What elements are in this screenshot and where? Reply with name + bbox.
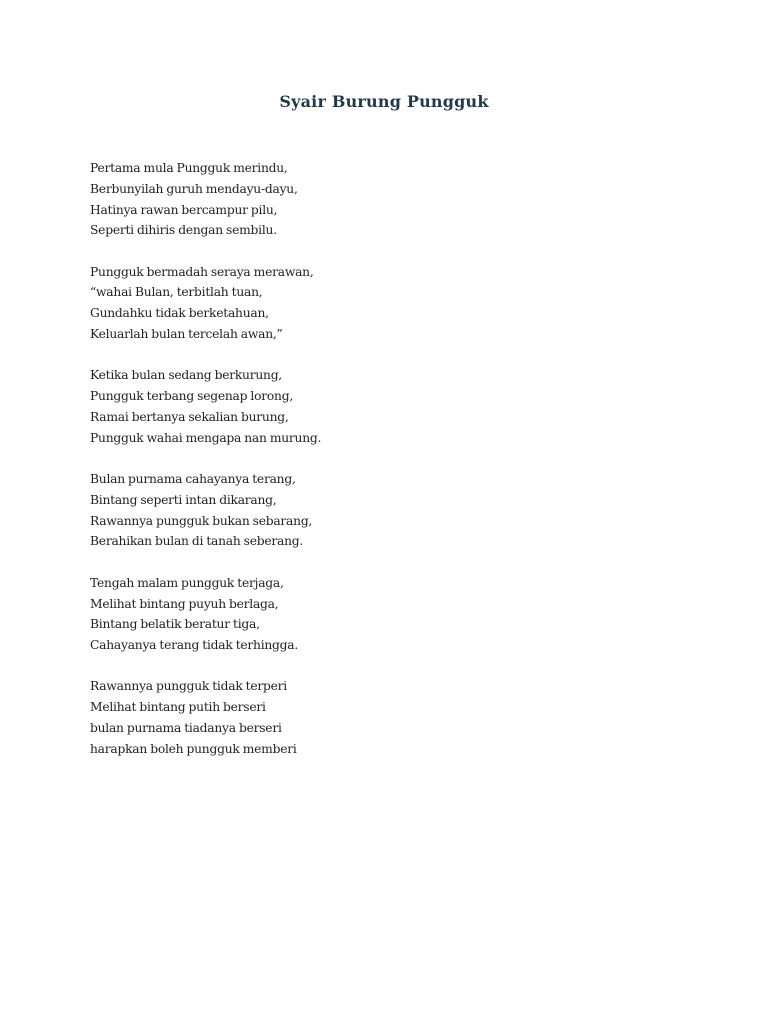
poem-line: Seperti dihiris dengan sembilu. xyxy=(90,223,277,238)
poem-line: Ketika bulan sedang berkurung, xyxy=(90,368,282,383)
poem-line: Pertama mula Pungguk merindu, xyxy=(90,161,288,175)
stanza-2 xyxy=(90,262,690,345)
poem-line: Bulan purnama cahayanya terang, xyxy=(90,472,296,487)
poem-line: Bintang belatik beratur tiga, xyxy=(90,617,260,632)
document-title: Syair Burung Pungguk xyxy=(279,92,489,111)
poem-line: Keluarlah bulan tercelah awan,” xyxy=(90,327,283,342)
poem-line: Pungguk terbang segenap lorong, xyxy=(90,389,293,404)
poem-line: Bintang seperti intan dikarang, xyxy=(90,492,277,507)
poem-line: Rawannya pungguk bukan sebarang, xyxy=(90,513,313,528)
poem-line: bulan purnama tiadanya berseri xyxy=(90,721,282,736)
poem-line: Hatinya rawan bercampur pilu, xyxy=(90,202,278,217)
poem-line: Berahikan bulan di tanah seberang. xyxy=(90,534,304,549)
poem-line: Pungguk bermadah seraya merawan, xyxy=(90,264,314,279)
stanza-4 xyxy=(90,469,690,552)
poem-line: Gundahku tidak berketahuan, xyxy=(90,306,269,321)
poem-body xyxy=(90,158,690,780)
stanza-3 xyxy=(90,365,690,448)
poem-line: Melihat bintang puyuh berlaga, xyxy=(90,596,279,611)
poem-line: Rawannya pungguk tidak terperi xyxy=(90,679,287,694)
stanza-5 xyxy=(90,573,690,656)
poem-line: harapkan boleh pungguk memberi xyxy=(90,741,297,756)
poem-line: Melihat bintang putih berseri xyxy=(90,700,266,715)
poem-line: “wahai Bulan, terbitlah tuan, xyxy=(90,285,263,300)
stanza-1 xyxy=(90,158,690,241)
poem-line: Ramai bertanya sekalian burung, xyxy=(90,409,289,424)
poem-line: Pungguk wahai mengapa nan murung. xyxy=(90,430,322,445)
stanza-6 xyxy=(90,676,690,759)
poem-line: Berbunyilah guruh mendayu-dayu, xyxy=(90,181,298,196)
poem-line: Cahayanya terang tidak terhingga. xyxy=(90,638,299,653)
poem-line: Tengah malam pungguk terjaga, xyxy=(90,575,284,590)
